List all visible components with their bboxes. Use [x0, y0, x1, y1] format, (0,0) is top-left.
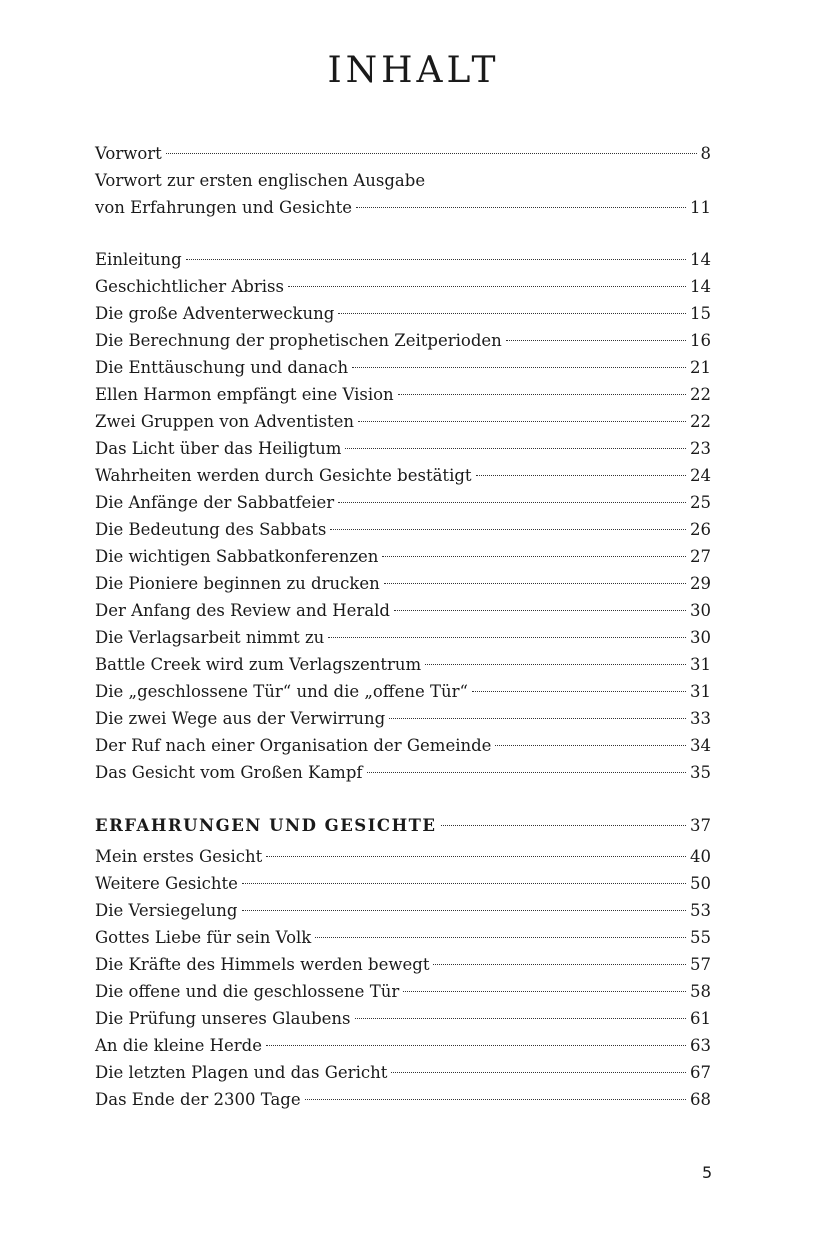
- dot-leader: [166, 153, 697, 154]
- toc-entry-page: 68: [690, 1090, 711, 1109]
- dot-leader: [266, 1045, 686, 1046]
- toc-entry-title: Vorwort: [95, 144, 162, 163]
- dot-leader: [441, 825, 686, 826]
- page-title: INHALT: [327, 50, 500, 91]
- dot-leader: [495, 745, 686, 746]
- toc-entry[interactable]: [95, 140, 711, 167]
- toc-entry-page: 30: [690, 601, 711, 620]
- toc-entry-page: 14: [690, 277, 711, 296]
- dot-leader: [242, 883, 686, 884]
- dot-leader: [506, 340, 686, 341]
- toc-entry-page: 31: [690, 655, 711, 674]
- toc-entry[interactable]: [95, 354, 711, 381]
- toc-entry-title: Das Ende der 2300 Tage: [95, 1090, 301, 1109]
- toc-entry-page: 57: [690, 955, 711, 974]
- toc-entry[interactable]: [95, 759, 711, 786]
- toc-entry-title: Battle Creek wird zum Verlagszentrum: [95, 655, 422, 674]
- toc-entry[interactable]: [95, 543, 711, 570]
- toc-entry-page: 67: [690, 1063, 711, 1082]
- toc-entry[interactable]: [95, 273, 711, 300]
- toc-entry-title: Die Prüfung unseres Glaubens: [95, 1009, 351, 1028]
- toc-entry-page: 33: [690, 709, 711, 728]
- toc-entry-title: Gottes Liebe für sein Volk: [95, 928, 312, 947]
- dot-leader: [472, 691, 686, 692]
- dot-leader: [356, 207, 686, 208]
- toc-entry-title: Einleitung: [95, 250, 182, 269]
- toc-entry-page: 50: [690, 874, 711, 893]
- section-heading-page: 37: [690, 816, 711, 835]
- spacer: [95, 221, 711, 246]
- toc-entry[interactable]: [95, 462, 711, 489]
- toc-entry[interactable]: [95, 570, 711, 597]
- toc-entry[interactable]: [95, 246, 711, 273]
- toc-entry[interactable]: [95, 597, 711, 624]
- toc-entry-page: 27: [690, 547, 711, 566]
- toc-entry[interactable]: [95, 924, 711, 951]
- toc-entry-page: 21: [690, 358, 711, 377]
- dot-leader: [398, 394, 686, 395]
- toc-entry[interactable]: [95, 732, 711, 759]
- toc-entry-page: 58: [690, 982, 711, 1001]
- toc-entry-title: Die zwei Wege aus der Verwirrung: [95, 709, 386, 728]
- dot-leader: [358, 421, 686, 422]
- toc-entry-title: von Erfahrungen und Gesichte: [95, 198, 352, 217]
- toc-entry-page: 8: [700, 144, 711, 163]
- dot-leader: [305, 1099, 686, 1100]
- toc-entry-title: Mein erstes Gesicht: [95, 847, 263, 866]
- toc-entry[interactable]: [95, 1005, 711, 1032]
- dot-leader: [338, 502, 686, 503]
- dot-leader: [384, 583, 686, 584]
- dot-leader: [288, 286, 686, 287]
- intro-entries: [95, 246, 711, 786]
- dot-leader: [355, 1018, 687, 1019]
- toc-entry-title: Wahrheiten werden durch Gesichte bestätigt: [95, 466, 472, 485]
- toc-entry-title: Das Gesicht vom Großen Kampf: [95, 763, 363, 782]
- toc-entry-page: 15: [690, 304, 711, 323]
- toc-entry-title: Die Enttäuschung und danach: [95, 358, 349, 377]
- toc-entry-page: 25: [690, 493, 711, 512]
- toc-entry-title: Die Pioniere beginnen zu drucken: [95, 574, 380, 593]
- toc-entry-title: Weitere Gesichte: [95, 874, 238, 893]
- toc-entry-page: 23: [690, 439, 711, 458]
- toc-entry-title: Die Verlagsarbeit nimmt zu: [95, 628, 325, 647]
- dot-leader: [352, 367, 686, 368]
- dot-leader: [394, 610, 686, 611]
- toc-entry-title: Der Anfang des Review and Herald: [95, 601, 390, 620]
- dot-leader: [403, 991, 686, 992]
- toc-entry[interactable]: [95, 489, 711, 516]
- toc-entry-title: Geschichtlicher Abriss: [95, 277, 284, 296]
- toc-entry[interactable]: [95, 327, 711, 354]
- toc-entry-title: Die Bedeutung des Sabbats: [95, 520, 327, 539]
- toc-entry[interactable]: [95, 1059, 711, 1086]
- toc-entry-title: Die wichtigen Sabbatkonferenzen: [95, 547, 379, 566]
- page-number: 5: [702, 1163, 713, 1182]
- toc-entry-page: 63: [690, 1036, 711, 1055]
- toc-entry-page: 30: [690, 628, 711, 647]
- toc-entry[interactable]: [95, 870, 711, 897]
- dot-leader: [242, 910, 687, 911]
- toc-entry-title: Die Anfänge der Sabbatfeier: [95, 493, 335, 512]
- dot-leader: [382, 556, 686, 557]
- toc-entry[interactable]: [95, 705, 711, 732]
- toc-entry-page: 40: [690, 847, 711, 866]
- dot-leader: [425, 664, 686, 665]
- toc-entry[interactable]: [95, 978, 711, 1005]
- toc-entry-page: 16: [690, 331, 711, 350]
- toc-entry[interactable]: [95, 951, 711, 978]
- toc-entry[interactable]: [95, 624, 711, 651]
- toc-entry-title-line[interactable]: Vorwort zur ersten englischen Ausgabe: [95, 171, 426, 190]
- toc-entry-page: 14: [690, 250, 711, 269]
- toc-entry-page: 61: [690, 1009, 711, 1028]
- toc-entry-page: 22: [690, 385, 711, 404]
- dot-leader: [367, 772, 687, 773]
- spacer: [95, 786, 711, 812]
- dot-leader: [391, 1072, 686, 1073]
- toc-entry-page: 24: [690, 466, 711, 485]
- toc-entry-title: Die Versiegelung: [95, 901, 238, 920]
- dot-leader: [389, 718, 686, 719]
- toc-entry[interactable]: [95, 516, 711, 543]
- toc-entry-page: 55: [690, 928, 711, 947]
- dot-leader: [338, 313, 686, 314]
- toc-entry-title: Die Berechnung der prophetischen Zeitperioden: [95, 331, 502, 350]
- toc-entry-title: An die kleine Herde: [95, 1036, 262, 1055]
- toc-entry-title: Das Licht über das Heiligtum: [95, 439, 342, 458]
- toc-entry-title: Die letzten Plagen und das Gericht: [95, 1063, 388, 1082]
- section-heading[interactable]: [95, 812, 711, 839]
- toc-entry-title: Die offene und die geschlossene Tür: [95, 982, 400, 1001]
- toc-entry-title: Die Kräfte des Himmels werden bewegt: [95, 955, 430, 974]
- toc-entry-page: 26: [690, 520, 711, 539]
- toc-entry-page: 11: [690, 198, 711, 217]
- table-of-contents: [95, 140, 711, 1113]
- toc-entry-page: 35: [690, 763, 711, 782]
- dot-leader: [476, 475, 686, 476]
- toc-entry[interactable]: [95, 897, 711, 924]
- toc-entry-title: Der Ruf nach einer Organisation der Gemeinde: [95, 736, 492, 755]
- toc-entry[interactable]: [95, 300, 711, 327]
- toc-entry[interactable]: [95, 1032, 711, 1059]
- toc-entry[interactable]: [95, 843, 711, 870]
- toc-entry-page: 53: [690, 901, 711, 920]
- toc-entry-title: Die große Adventerweckung: [95, 304, 335, 323]
- toc-entry-title: Zwei Gruppen von Adventisten: [95, 412, 355, 431]
- toc-entry[interactable]: [95, 1086, 711, 1113]
- dot-leader: [266, 856, 686, 857]
- toc-entry[interactable]: [95, 435, 711, 462]
- toc-entry-page: 29: [690, 574, 711, 593]
- dot-leader: [315, 937, 686, 938]
- toc-entry-page: 34: [690, 736, 711, 755]
- toc-entry-page: 22: [690, 412, 711, 431]
- toc-entry[interactable]: [95, 651, 711, 678]
- dot-leader: [433, 964, 686, 965]
- dot-leader: [328, 637, 686, 638]
- toc-entry[interactable]: [95, 408, 711, 435]
- dot-leader: [345, 448, 686, 449]
- section-heading-title: ERFAHRUNGEN UND GESICHTE: [95, 816, 437, 835]
- dot-leader: [186, 259, 686, 260]
- toc-entry[interactable]: [95, 381, 711, 408]
- toc-entry[interactable]: [95, 194, 711, 221]
- toc-entry-page: 31: [690, 682, 711, 701]
- dot-leader: [330, 529, 686, 530]
- toc-entry[interactable]: [95, 678, 711, 705]
- toc-entry-title: Ellen Harmon empfängt eine Vision: [95, 385, 394, 404]
- section-entries: [95, 843, 711, 1113]
- toc-entry-title: Die „geschlossene Tür“ und die „offene Tür“: [95, 682, 468, 701]
